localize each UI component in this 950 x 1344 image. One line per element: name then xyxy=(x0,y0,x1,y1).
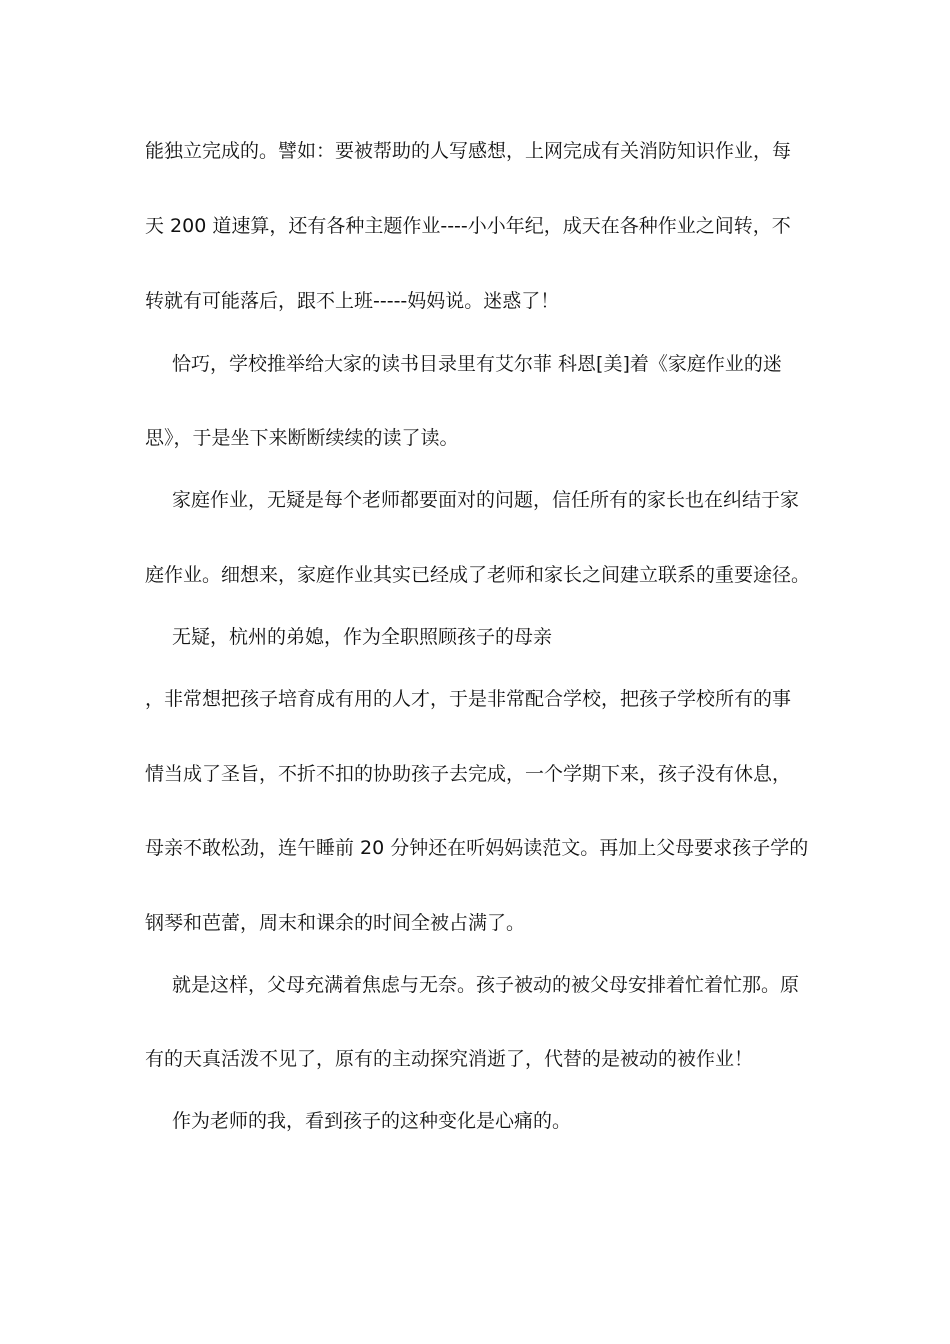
text-line: 母亲不敢松劲，连午睡前 20 分钟还在听妈妈读范文。再加上父母要求孩子学的 xyxy=(145,837,809,859)
text-line: 思》，于是坐下来断断续续的读了读。 xyxy=(145,427,459,449)
text-line: 能独立完成的。譬如：要被帮助的人写感想，上网完成有关消防知识作业，每 xyxy=(145,140,792,162)
text-line: ，非常想把孩子培育成有用的人才，于是非常配合学校，把孩子学校所有的事 xyxy=(145,688,792,710)
text-line: 转就有可能落后，跟不上班-----妈妈说。迷惑了！ xyxy=(145,290,560,312)
text-line: 天 200 道速算，还有各种主题作业----小小年纪，成天在各种作业之间转，不 xyxy=(145,215,791,237)
paragraph-start-line: 就是这样，父母充满着焦虑与无奈。孩子被动的被父母安排着忙着忙那。原 xyxy=(172,974,800,996)
text-line: 有的天真活泼不见了，原有的主动探究消逝了，代替的是被动的被作业！ xyxy=(145,1048,754,1070)
paragraph-start-line: 作为老师的我，看到孩子的这种变化是心痛的。 xyxy=(172,1110,572,1132)
paragraph-start-line: 恰巧，学校推举给大家的读书目录里有艾尔菲 科恩[美]着《家庭作业的迷 xyxy=(172,353,782,375)
paragraph-start-line: 无疑，杭州的弟媳，作为全职照顾孩子的母亲 xyxy=(172,626,553,648)
paragraph-start-line: 家庭作业，无疑是每个老师都要面对的问题，信任所有的家长也在纠结于家 xyxy=(172,489,800,511)
text-line: 钢琴和芭蕾，周末和课余的时间全被占满了。 xyxy=(145,912,526,934)
text-line: 庭作业。细想来，家庭作业其实已经成了老师和家长之间建立联系的重要途径。 xyxy=(145,564,811,586)
text-line: 情当成了圣旨，不折不扣的协助孩子去完成，一个学期下来，孩子没有休息， xyxy=(145,763,792,785)
